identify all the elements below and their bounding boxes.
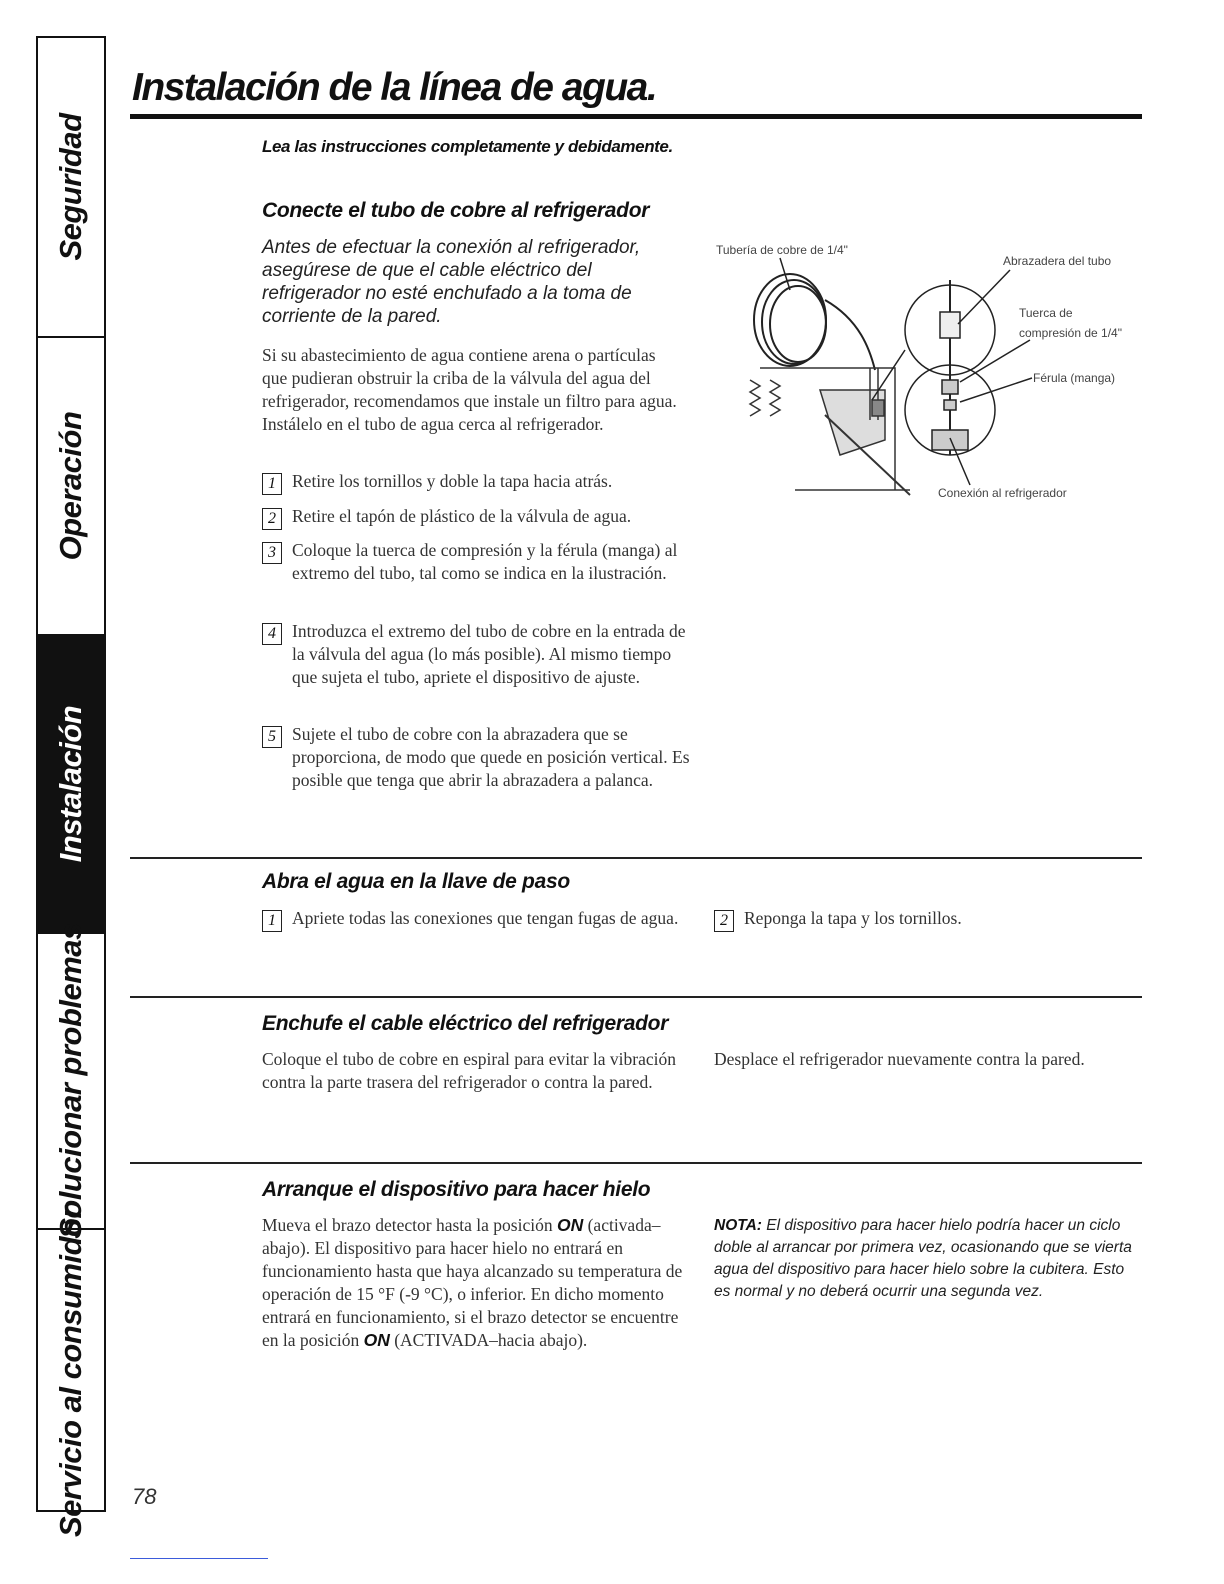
detail-circles xyxy=(905,280,995,455)
note-text: El dispositivo para hacer hielo podría hacer un ciclo doble al arrancar por primera vez, ocasionando que se vierta agua del dispositivo para hacer hielo sobre la cubitera. Esto es normal y no deberá ocurrir una segunda vez. xyxy=(714,1217,1132,1300)
label-nut-1: Tuerca de xyxy=(1019,306,1073,320)
refrigerator-back-icon xyxy=(750,368,910,495)
coil-paragraph: Coloque el tubo de cobre en espiral para evitar la vibración contra la parte trasera del refrigerador o contra la pared. xyxy=(262,1049,677,1092)
step-item xyxy=(262,505,692,528)
tab-instalacion[interactable] xyxy=(38,636,104,934)
icemaker-text-c: (ACTIVADA–hacia abajo). xyxy=(394,1330,588,1350)
section-divider xyxy=(130,1162,1142,1164)
label-clamp: Abrazadera del tubo xyxy=(1003,254,1112,268)
move-fridge-paragraph: Desplace el refrigerador nuevamente contra la pared. xyxy=(714,1049,1085,1069)
section-divider xyxy=(130,996,1142,998)
step-number: 3 xyxy=(262,542,282,564)
page-number: 78 xyxy=(132,1484,157,1509)
section-heading-connect-tube: Conecte el tubo de cobre al refrigerador xyxy=(262,199,650,222)
note-label: NOTA: xyxy=(714,1217,762,1234)
step-number: 5 xyxy=(262,726,282,748)
section-divider xyxy=(130,857,1142,859)
water-line-diagram xyxy=(710,240,1150,520)
note-block xyxy=(714,1215,1144,1303)
step-text: Sujete el tubo de cobre con la abrazadera que se proporciona, de modo que quede en posición vertical. Es posible que tenga que abrir la abrazadera a palanca. xyxy=(292,724,690,790)
step-number: 2 xyxy=(262,508,282,530)
step-number: 1 xyxy=(262,473,282,495)
tab-solucionar-problemas[interactable] xyxy=(38,923,104,1239)
tab-label: Seguridad xyxy=(53,113,88,261)
section-heading-open-water: Abra el agua en la llave de paso xyxy=(262,870,570,893)
label-ferrule: Férula (manga) xyxy=(1033,371,1116,385)
label-copper-tube: Tubería de cobre de 1/4" xyxy=(716,243,848,257)
step-item xyxy=(714,907,1134,930)
warning-text: Antes de efectuar la conexión al refrigerador, asegúrese de que el cable eléctrico del refrigerador no esté enchufado a la toma de corriente de la pared. xyxy=(262,237,641,327)
step-text: Introduzca el extremo del tubo de cobre en la entrada de la válvula del agua (lo más posible). Al mismo tiempo que sujeta el tubo, apriete el dispositivo de ajuste. xyxy=(292,621,686,687)
tab-label: Solucionar problemas xyxy=(53,923,88,1239)
on-label: ON xyxy=(556,1215,584,1235)
step-number: 2 xyxy=(714,910,734,932)
tab-label: Instalación xyxy=(53,705,88,863)
section-heading-plug-cable: Enchufe el cable eléctrico del refrigerador xyxy=(262,1012,669,1035)
step-item xyxy=(262,539,692,585)
label-nut-2: compresión de 1/4" xyxy=(1019,326,1122,340)
section-heading-start-icemaker: Arranque el dispositivo para hacer hielo xyxy=(262,1178,651,1201)
tab-seguridad[interactable] xyxy=(38,38,104,338)
step-text: Coloque la tuerca de compresión y la férula (manga) al extremo del tubo, tal como se indica en la ilustración. xyxy=(292,540,678,583)
step-text: Retire los tornillos y doble la tapa hacia atrás. xyxy=(292,471,613,491)
step-number: 4 xyxy=(262,623,282,645)
step-item xyxy=(262,723,692,792)
icemaker-text-b: (activada–abajo). El dispositivo para hacer hielo no entrará en funcionamiento hasta que haya alcanzado su temperatura de operación de 15 °F (-9 °C), o inferior. En dicho momento entrará en funcionamiento, si el brazo detector se encuentre en la posición xyxy=(262,1215,683,1350)
tab-operacion[interactable] xyxy=(38,338,104,636)
step-text: Reponga la tapa y los tornillos. xyxy=(744,908,962,928)
page-title: Instalación de la línea de agua. xyxy=(132,66,657,109)
on-label: ON xyxy=(363,1330,390,1350)
step-number: 1 xyxy=(262,910,282,932)
intro-text: Lea las instrucciones completamente y debidamente. xyxy=(262,137,673,156)
step-text: Apriete todas las conexiones que tengan fugas de agua. xyxy=(292,908,679,928)
title-divider xyxy=(130,114,1142,119)
tab-label: Servicio al consumidor xyxy=(53,1206,88,1538)
step-text: Retire el tapón de plástico de la válvula de agua. xyxy=(292,506,632,526)
copper-coil-icon xyxy=(754,274,875,370)
step-item xyxy=(262,620,692,689)
tab-servicio-al-consumidor[interactable] xyxy=(38,1206,104,1538)
step-item xyxy=(262,470,692,493)
tab-label: Operación xyxy=(53,411,88,561)
sidebar-nav xyxy=(36,36,106,1538)
label-connection: Conexión al refrigerador xyxy=(938,486,1067,500)
icemaker-paragraph xyxy=(262,1214,692,1352)
step-item xyxy=(262,907,682,930)
footer-line xyxy=(130,1558,268,1559)
icemaker-text-a: Mueva el brazo detector hasta la posición xyxy=(262,1215,553,1235)
filter-paragraph: Si su abastecimiento de agua contiene arena o partículas que pudieran obstruir la criba de la válvula del agua del refrigerador, recomendamos que instale un filtro para agua. Instálelo en el tubo de agua cerca al refrigerador. xyxy=(262,345,677,434)
